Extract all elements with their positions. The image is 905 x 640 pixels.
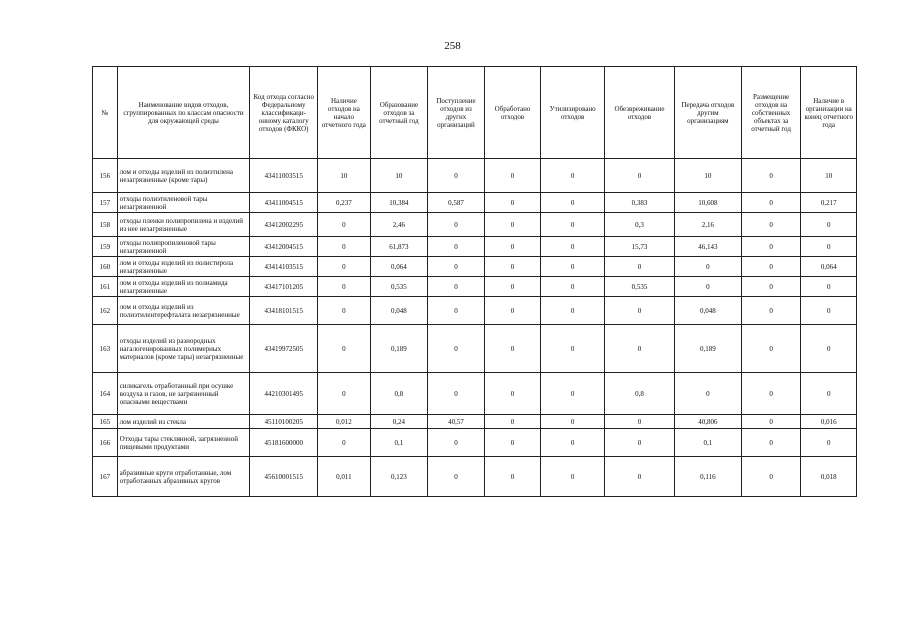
cell-start-balance: 0 (318, 277, 370, 297)
cell-fkko-code: 43414103515 (250, 257, 318, 277)
cell-utilized: 0 (541, 429, 605, 457)
cell-received: 40,57 (428, 415, 485, 429)
cell-fkko-code: 43411004515 (250, 193, 318, 213)
cell-transferred: 0 (674, 257, 741, 277)
cell-end-balance: 0 (801, 277, 857, 297)
cell-transferred: 0,116 (674, 457, 741, 497)
cell-generated: 0,064 (370, 257, 428, 277)
cell-neutralized: 15,73 (605, 237, 675, 257)
cell-placed: 0 (741, 277, 801, 297)
cell-utilized: 0 (541, 457, 605, 497)
cell-generated: 2,46 (370, 213, 428, 237)
cell-transferred: 10,608 (674, 193, 741, 213)
cell-placed: 0 (741, 213, 801, 237)
cell-neutralized: 0,535 (605, 277, 675, 297)
cell-end-balance: 0 (801, 237, 857, 257)
cell-received: 0 (428, 373, 485, 415)
cell-fkko-code: 44210301495 (250, 373, 318, 415)
cell-utilized: 0 (541, 297, 605, 325)
cell-fkko-code: 43412004515 (250, 237, 318, 257)
header-received: Поступление отходов из других организаций (428, 67, 485, 159)
cell-received: 0 (428, 213, 485, 237)
cell-row-number: 159 (93, 237, 118, 257)
table-row (93, 297, 857, 325)
cell-waste-name: лом и отходы изделий из полиэтилена незагрязненные (кроме тары) (117, 159, 250, 193)
cell-row-number: 161 (93, 277, 118, 297)
header-generated: Образование отходов за отчетный год (370, 67, 428, 159)
cell-received: 0 (428, 457, 485, 497)
cell-row-number: 158 (93, 213, 118, 237)
cell-generated: 61,873 (370, 237, 428, 257)
cell-neutralized: 0 (605, 415, 675, 429)
cell-generated: 0,123 (370, 457, 428, 497)
cell-received: 0 (428, 297, 485, 325)
header-placed: Размещение отходов на собственных объектах за отчетный год (741, 67, 801, 159)
cell-end-balance: 0,064 (801, 257, 857, 277)
table-row (93, 257, 857, 277)
header-transferred: Передача отходов другим организациям (674, 67, 741, 159)
cell-waste-name: отходы полиэтиленовой тары незагрязненной (117, 193, 250, 213)
header-end-balance: Наличие в организации на конец отчетного года (801, 67, 857, 159)
cell-start-balance: 0 (318, 373, 370, 415)
cell-row-number: 160 (93, 257, 118, 277)
cell-start-balance: 0 (318, 257, 370, 277)
cell-transferred: 2,16 (674, 213, 741, 237)
cell-fkko-code: 45181600000 (250, 429, 318, 457)
table-row (93, 277, 857, 297)
cell-waste-name: отходы пленки полипропилена и изделий из нее незагрязненные (117, 213, 250, 237)
cell-start-balance: 0 (318, 325, 370, 373)
cell-row-number: 156 (93, 159, 118, 193)
table-row (93, 325, 857, 373)
cell-utilized: 0 (541, 193, 605, 213)
cell-received: 0 (428, 325, 485, 373)
cell-processed: 0 (484, 325, 541, 373)
cell-processed: 0 (484, 159, 541, 193)
cell-fkko-code: 43418101515 (250, 297, 318, 325)
cell-start-balance: 0 (318, 429, 370, 457)
header-start-balance: Наличие отходов на начало отчетного года (318, 67, 370, 159)
cell-placed: 0 (741, 415, 801, 429)
cell-processed: 0 (484, 373, 541, 415)
cell-row-number: 157 (93, 193, 118, 213)
cell-placed: 0 (741, 159, 801, 193)
cell-utilized: 0 (541, 373, 605, 415)
cell-generated: 10 (370, 159, 428, 193)
cell-row-number: 163 (93, 325, 118, 373)
cell-start-balance: 0,012 (318, 415, 370, 429)
cell-transferred: 10 (674, 159, 741, 193)
table-body (93, 159, 857, 497)
page-number: 258 (444, 40, 461, 52)
cell-transferred: 0,048 (674, 297, 741, 325)
cell-end-balance: 0 (801, 373, 857, 415)
header-processed: Обработано отходов (484, 67, 541, 159)
cell-start-balance: 0,011 (318, 457, 370, 497)
header-row (93, 67, 857, 159)
cell-waste-name: лом и отходы изделий из полиамида незагрязненные (117, 277, 250, 297)
cell-neutralized: 0,3 (605, 213, 675, 237)
cell-transferred: 0 (674, 277, 741, 297)
cell-fkko-code: 43417101205 (250, 277, 318, 297)
cell-start-balance: 0 (318, 297, 370, 325)
cell-transferred: 46,143 (674, 237, 741, 257)
cell-waste-name: отходы изделий из разнородных нагалогенированных полимерных материалов (кроме тары) незагрязненные (117, 325, 250, 373)
table-row (93, 237, 857, 257)
table-row (93, 415, 857, 429)
cell-generated: 0,535 (370, 277, 428, 297)
cell-processed: 0 (484, 257, 541, 277)
cell-generated: 0,189 (370, 325, 428, 373)
cell-utilized: 0 (541, 257, 605, 277)
cell-processed: 0 (484, 457, 541, 497)
cell-neutralized: 0,383 (605, 193, 675, 213)
cell-start-balance: 10 (318, 159, 370, 193)
cell-received: 0,587 (428, 193, 485, 213)
cell-waste-name: Отходы тары стеклянной, загрязненной пищевыми продуктами (117, 429, 250, 457)
cell-generated: 0,1 (370, 429, 428, 457)
cell-row-number: 166 (93, 429, 118, 457)
cell-row-number: 167 (93, 457, 118, 497)
table-row (93, 213, 857, 237)
cell-end-balance: 0,217 (801, 193, 857, 213)
cell-received: 0 (428, 257, 485, 277)
cell-placed: 0 (741, 429, 801, 457)
table-row (93, 457, 857, 497)
cell-utilized: 0 (541, 213, 605, 237)
cell-transferred: 0 (674, 373, 741, 415)
cell-utilized: 0 (541, 159, 605, 193)
header-utilized: Утилизировано отходов (541, 67, 605, 159)
cell-processed: 0 (484, 429, 541, 457)
cell-transferred: 0,189 (674, 325, 741, 373)
cell-transferred: 40,806 (674, 415, 741, 429)
cell-neutralized: 0 (605, 325, 675, 373)
cell-end-balance: 0,016 (801, 415, 857, 429)
cell-start-balance: 0 (318, 213, 370, 237)
cell-utilized: 0 (541, 277, 605, 297)
cell-start-balance: 0,237 (318, 193, 370, 213)
cell-generated: 0,24 (370, 415, 428, 429)
cell-utilized: 0 (541, 325, 605, 373)
cell-placed: 0 (741, 373, 801, 415)
header-row-number: № (93, 67, 118, 159)
cell-processed: 0 (484, 415, 541, 429)
cell-end-balance: 10 (801, 159, 857, 193)
cell-placed: 0 (741, 193, 801, 213)
cell-processed: 0 (484, 237, 541, 257)
cell-utilized: 0 (541, 415, 605, 429)
cell-placed: 0 (741, 297, 801, 325)
cell-fkko-code: 43412002295 (250, 213, 318, 237)
header-neutralized: Обезвреживание отходов (605, 67, 675, 159)
cell-waste-name: лом изделий из стекла (117, 415, 250, 429)
cell-transferred: 0,1 (674, 429, 741, 457)
cell-generated: 10,384 (370, 193, 428, 213)
cell-processed: 0 (484, 213, 541, 237)
cell-placed: 0 (741, 257, 801, 277)
table-row (93, 429, 857, 457)
cell-neutralized: 0 (605, 429, 675, 457)
cell-processed: 0 (484, 193, 541, 213)
cell-end-balance: 0 (801, 297, 857, 325)
cell-fkko-code: 45110100205 (250, 415, 318, 429)
cell-end-balance: 0,018 (801, 457, 857, 497)
cell-received: 0 (428, 237, 485, 257)
cell-end-balance: 0 (801, 429, 857, 457)
cell-row-number: 164 (93, 373, 118, 415)
cell-waste-name: лом и отходы изделий из полиэтилентерефталата незагрязненные (117, 297, 250, 325)
cell-received: 0 (428, 159, 485, 193)
table-row (93, 159, 857, 193)
header-waste-name: Наименование видов отходов, сгруппированных по классам опасности для окружающей среды (117, 67, 250, 159)
cell-waste-name: отходы полипропиленовой тары незагрязненной (117, 237, 250, 257)
cell-waste-name: абразивные круги отработанные, лом отработанных абразивных кругов (117, 457, 250, 497)
header-fkko-code: Код отхода согласно Федеральному классификаци-онному каталогу отходов (ФККО) (250, 67, 318, 159)
cell-fkko-code: 45610001515 (250, 457, 318, 497)
cell-processed: 0 (484, 277, 541, 297)
cell-waste-name: силикагель отработанный при осушке воздуха и газов, не загрязненный опасными веществами (117, 373, 250, 415)
cell-waste-name: лом и отходы изделий из полистирола незагрязненные (117, 257, 250, 277)
cell-generated: 0,8 (370, 373, 428, 415)
waste-table (92, 66, 857, 497)
cell-received: 0 (428, 277, 485, 297)
cell-row-number: 165 (93, 415, 118, 429)
cell-neutralized: 0 (605, 159, 675, 193)
cell-neutralized: 0,8 (605, 373, 675, 415)
table-row (93, 193, 857, 213)
cell-neutralized: 0 (605, 297, 675, 325)
cell-placed: 0 (741, 237, 801, 257)
cell-fkko-code: 43419972505 (250, 325, 318, 373)
cell-utilized: 0 (541, 237, 605, 257)
table-row (93, 373, 857, 415)
cell-received: 0 (428, 429, 485, 457)
cell-start-balance: 0 (318, 237, 370, 257)
cell-neutralized: 0 (605, 257, 675, 277)
cell-placed: 0 (741, 457, 801, 497)
cell-neutralized: 0 (605, 457, 675, 497)
cell-generated: 0,048 (370, 297, 428, 325)
cell-end-balance: 0 (801, 325, 857, 373)
cell-end-balance: 0 (801, 213, 857, 237)
cell-placed: 0 (741, 325, 801, 373)
cell-processed: 0 (484, 297, 541, 325)
cell-fkko-code: 43411003515 (250, 159, 318, 193)
cell-row-number: 162 (93, 297, 118, 325)
